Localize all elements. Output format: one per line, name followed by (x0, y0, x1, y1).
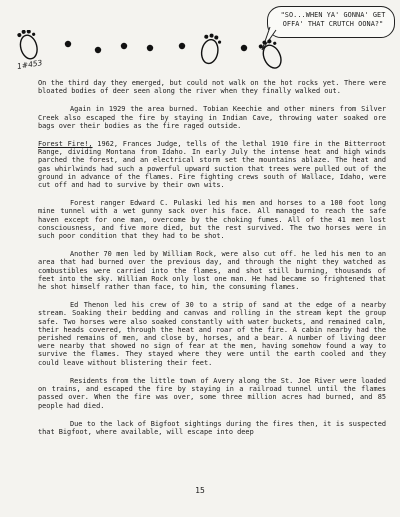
book-title: Forest Fire!, (38, 140, 93, 149)
paragraph: Again in 1929 the area burned. Tobian Keechie and other miners from Silver Creek also escaped the fire by staying in Indian Cave, throwing water soaked ore bags over their bodies as the fire raged outside. (38, 105, 386, 130)
footprint-icon (200, 32, 223, 65)
footprint-icon (257, 36, 286, 71)
page-number: 15 (195, 486, 205, 495)
trail-dot (121, 43, 127, 49)
paragraph: Ed Thenon led his crew of 30 to a strip of sand at the edge of a nearby stream. Soaking their bedding and canvas and rolling in the stream kept the group safe. Two horses were also soaked constantly with water buckets, and remained calm, their heads covered, through the heat and roar of the fire. A cabin nearby had the perished remains of men, and close by, horses, and a bear. A number of living deer were nearby that showed no sign of fear at the men, having somehow found a way to survive the flames. They stayed where they were until the earth cooled and they could leave without blistering their feet. (38, 301, 386, 367)
trail-dot (179, 43, 185, 49)
trail-dot (65, 41, 71, 47)
trail-dot (241, 45, 247, 51)
speech-text: "SO...WHEN YA' GONNA' GET OFFA' THAT CRUTCH OONA?" (280, 11, 386, 28)
footprint-trail (0, 30, 400, 80)
footprint-icon (16, 30, 41, 61)
cartoon-header (0, 0, 400, 82)
trail-dot (147, 45, 153, 51)
paragraph: Due to the lack of Bigfoot sightings during the fires then, it is suspected that Bigfoot, where available, will escape into deep (38, 419, 386, 436)
article-body (38, 79, 386, 446)
paragraph: Forest ranger Edward C. Pulaski led his men and horses to a 100 foot long mine tunnel with a wet gunny sack over his face. All managed to reach the safe haven except for one man, overcome by the choking fumes. All of the 41 men lost consciousness, and five more died, but the rest survived. The two horses were in such poor condition that they had to be shot. (38, 199, 386, 241)
trail-dot (95, 47, 101, 53)
paragraph: On the third day they emerged, but could not walk on the hot rocks yet. There were bloated bodies of deer seen along the river when they finally walked out. (38, 79, 386, 96)
paragraph: Forest Fire!, 1962, Frances Judge, tells of the lethal 1910 fire in the Bitterroot Range, dividing Montana from Idaho. In early July the intense heat and high winds parched the forest, and an electrical storm set the mountains ablaze. The heat and gas whirlwinds had such a powerful upward suction that trees were pulled out of the ground in advance of the flames. Fire fighting crews south of Wallace, Idaho, were cut off and had to survive by their own wits. (38, 140, 387, 190)
paragraph: Residents from the little town of Avery along the St. Joe River were loaded on trains, and escaped the fire by staying in a railroad tunnel until the flames passed over. When the fire was over, some three million acres had burned, and 85 people had died. (38, 376, 386, 410)
paragraph: Another 70 men led by William Rock, were also cut off. he led his men to an area that had burned over the previous day, and through the night they watched as combustibles were carried into the flames, and shot still burning, thousands of feet into the sky. William Rock only lost one man. He had became so frightened that he shot himself rather than face, to him, the consuming flames. (38, 250, 386, 292)
page-code: 1#453 (16, 58, 43, 71)
